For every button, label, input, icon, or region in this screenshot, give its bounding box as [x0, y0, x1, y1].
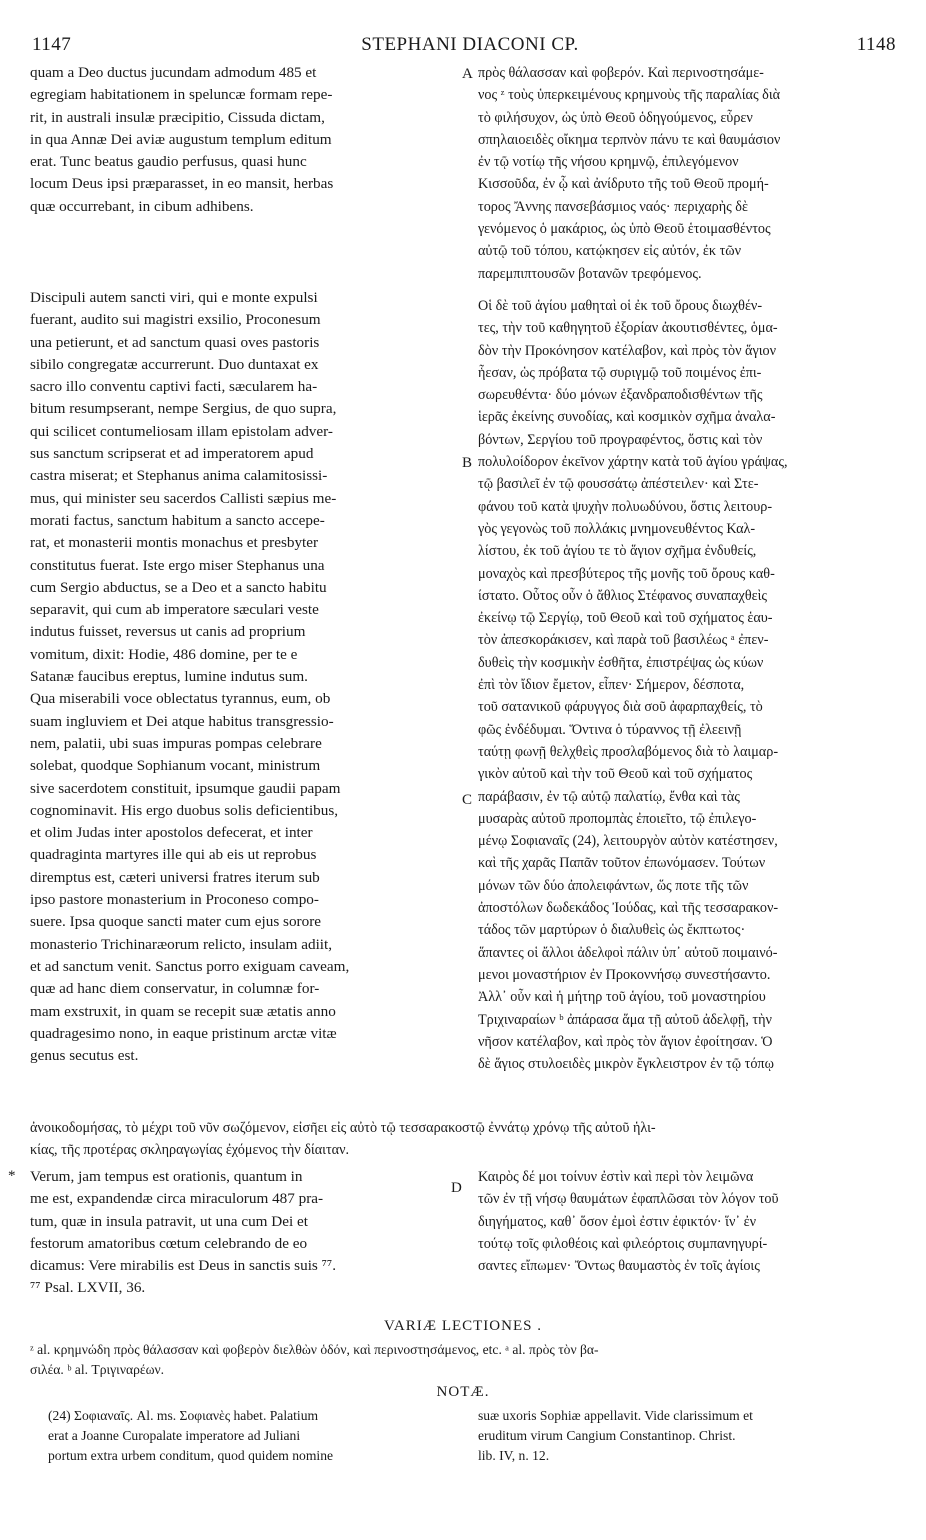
notae-right — [478, 1406, 898, 1466]
section-marker-c: C — [462, 792, 473, 808]
greek-line: μένῳ Σοφιαναῖς (24), λειτουργὸν αὐτὸν κατέστησεν, — [478, 833, 778, 850]
greek-line: τες, τὴν τοῦ καθηγητοῦ ἐξορίαν ἀκουτισθέντες, ὁμα- — [478, 320, 778, 337]
greek-line: γικὸν αὐτοῦ καὶ τὴν τοῦ Θεοῦ καὶ τοῦ σχήματος — [478, 766, 753, 783]
latin-footnote: ⁷⁷ Psal. LXVII, 36. — [30, 1279, 146, 1297]
greek-line: τούτῳ τοῖς φιλοθέοις καὶ φιλεόρτοις συμπανηγυρί- — [478, 1235, 768, 1252]
greek-line: Οἱ δὲ τοῦ ἁγίου μαθηταὶ οἱ ἐκ τοῦ ὄρους διωχθέν- — [478, 298, 763, 314]
greek-line: πρὸς θάλασσαν καὶ φοβερόν. Καὶ περινοστησάμε- — [478, 65, 764, 81]
greek-line: δυθεὶς τὴν κοσμικὴν ἐσθῆτα, ἐπιστρέψας ὡς κύων — [478, 654, 764, 671]
latin-line: rat, et monasterii montis monachus et presbyter — [30, 534, 319, 552]
greek-line: μοναχὸς καὶ πρεσβύτερος τῆς μονῆς τοῦ ὄρους καθ- — [478, 565, 775, 582]
greek-line: μυσαρὰς αὐτοῦ προπομπὰς ἐποιεῖτο, τῷ ἐπιλεγο- — [478, 810, 757, 827]
latin-line: Verum, jam tempus est orationis, quantum in — [30, 1168, 303, 1185]
greek-fullwidth — [30, 1117, 896, 1162]
greek-line: σπηλαιοειδὲς οἴκημα τερπνὸν πάνυ τε καὶ θαυμάσιον — [478, 131, 781, 148]
latin-line: constitutus fuerat. Iste ergo miser Stephanus una — [30, 556, 325, 574]
latin-line: festorum amatoribus cœtum celebrando de eo — [30, 1234, 308, 1252]
running-title: STEPHANI DIACONI CP. — [361, 34, 579, 55]
greek-line: δὲ ἅγιος στυλοειδὲς μικρὸν ἔγκλειστρον ἐν τῷ τόπῳ — [478, 1056, 774, 1073]
latin-line: tum, quæ in insula patravit, ut una cum Dei et — [30, 1212, 308, 1230]
greek-line: σαντες εἴπωμεν· Ὄντως θαυμαστὸς ἐν τοῖς ἁγίοις — [478, 1258, 760, 1275]
greek-line: νῆσον κατέλαβον, καὶ πρὸς τὸν ἅγιον ἐφοίτησαν. Ὁ — [478, 1033, 773, 1050]
latin-line: sacro illo conventu captivi facti, sæcularem ha- — [30, 378, 318, 396]
latin-line: me est, expandendæ circa miraculorum 487 pra- — [30, 1190, 324, 1208]
greek-line: τορος Ἄννης πανσεβάσμιος ναός· περιχαρὴς δὲ — [478, 198, 748, 215]
greek-line: τῶν ἐν τῇ νήσῳ θαυμάτων ἐφαπλῶσαι τὸν λόγον τοῦ — [478, 1191, 779, 1208]
latin-line: qui scilicet contumeliosam illam epistolam adver- — [30, 422, 333, 440]
variae-title: VARIÆ LECTIONES . — [384, 1318, 542, 1334]
greek-line: τὸν ἀπεσκοράκισεν, καὶ παρὰ τοῦ βασιλέως ᵃ ἐπεν- — [478, 632, 769, 649]
greek-line: τοῦ σατανικοῦ φάρυγγος διὰ σοῦ ἀφαρπαχθείς, τὸ — [478, 699, 763, 716]
latin-line: cognominavit. His ergo duobus solis deficientibus, — [30, 801, 339, 819]
greek-block-3 — [478, 1166, 898, 1277]
notae-title: NOTÆ. — [436, 1384, 490, 1400]
greek-line: νος ᶻ τοὺς ὑπερκειμένους κρημνοὺς τῆς παραλίας διὰ — [478, 87, 781, 104]
notae-left — [48, 1406, 464, 1466]
right-page-number: 1148 — [856, 34, 896, 55]
greek-line: ἐν τῷ νοτίῳ τῆς νήσου κρημνῷ, ἐπιλεγόμενον — [478, 154, 739, 171]
latin-line: quæ ad hanc diem conservatur, in columnæ for- — [30, 980, 320, 998]
section-marker-b: B — [462, 455, 473, 471]
latin-line: in qua Annæ Dei aviæ augustum templum editum — [30, 130, 332, 148]
latin-line: cum Sergio abductus, se a Deo et a sancto habitu — [30, 578, 327, 596]
greek-line: κίας, τῆς προτέρας σκληραγωγίας ἐχόμενος τὴν δίαιταν. — [30, 1142, 350, 1159]
latin-line: castra miserat; et Stephanus anima calamitosissi- — [30, 467, 328, 485]
greek-line: ἀποστόλων δωδεκάδος Ἰούδας, καὶ τῆς τεσσαρακον- — [478, 900, 779, 917]
greek-block-2 — [478, 295, 898, 1075]
latin-line: morati factus, sanctum habitum a sancto accepe- — [30, 511, 325, 529]
greek-line: διηγήματος, καθ᾽ ὅσον ἐμοὶ ἐστιν ἐφικτόν· ἵν᾽ ἐν — [478, 1213, 757, 1230]
greek-line: Ἀλλ᾽ οὖν καὶ ἡ μήτηρ τοῦ ἁγίου, τοῦ μοναστηρίου — [478, 989, 766, 1006]
variae-line: σιλέα. ᵇ al. Τριγιναρέων. — [30, 1362, 165, 1377]
greek-line: τάδος τῶν μαρτύρων ὁ διαλυθεὶς ὡς ἔκπτωτος· — [478, 922, 746, 939]
latin-line: mam exstruxit, in quam se recepit suæ ætatis anno — [30, 1002, 336, 1020]
notae-line: portum extra urbem conditum, quod quidem nomine — [48, 1448, 334, 1463]
greek-line: Καιρὸς δέ μοι τοίνυν ἐστὶν καὶ περὶ τὸν λειμῶνα — [478, 1169, 754, 1185]
greek-line: Κισσοῦδα, ἐν ᾧ καὶ ἀνίδρυτο τῆς τοῦ Θεοῦ προμή- — [478, 176, 769, 193]
latin-block-3 — [30, 1166, 458, 1300]
greek-line: ταύτῃ φωνῇ θελχθεὶς προσλαβόμενος διὰ τὸ λαιμαρ- — [478, 743, 779, 760]
greek-line: μόνων τῶν δύο ἀπολειφάντων, ὥς ποτε τῆς τῶν — [478, 877, 749, 894]
latin-line: ipso pastore monasterium in Proconeso compo- — [30, 891, 319, 909]
latin-line: sive sacerdotem constituit, ipsumque gaudii papam — [30, 779, 341, 797]
notae-line: lib. IV, n. 12. — [478, 1448, 550, 1463]
greek-line: παρεμπιπτουσῶν βοτανῶν τρεφόμενος. — [478, 265, 702, 282]
latin-line: quæ occurrebant, in cibum adhibens. — [30, 197, 254, 215]
greek-line: ἐκείνῳ τῷ Σεργίῳ, τοῦ Θεοῦ καὶ τοῦ σχήματος ἑαυ- — [478, 610, 773, 627]
latin-block-1 — [30, 62, 458, 218]
latin-line: bitum resumpserant, nempe Sergius, de quo supra, — [30, 400, 337, 418]
latin-line: egregiam habitationem in speluncæ formam repe- — [30, 86, 333, 104]
latin-line: mus, qui minister seu sacerdos Callisti sæpius me- — [30, 489, 337, 507]
latin-line: Satanæ faucibus ereptus, lumine indutus sum. — [30, 668, 308, 686]
greek-line: ἐπὶ τὸν ἴδιον ἔμετον, εἶπεν· Σήμερον, δέσποτα, — [478, 677, 745, 694]
latin-line: genus secutus est. — [30, 1047, 139, 1065]
section-marker-a: A — [462, 66, 473, 82]
greek-line: ἀνοικοδομήσας, τὸ μέχρι τοῦ νῦν σωζόμενον, εἰσῆει εἰς αὐτὸ τῷ τεσσαρακοστῷ ἐννάτῳ χρόνῳ τῆς αὐτοῦ ἡλι- — [30, 1120, 656, 1136]
greek-line: φάνου τοῦ κατὰ ψυχὴν πολυωδύνου, ὅστις λειτουρ- — [478, 498, 773, 515]
notae-line: (24) Σοφιαναῖς. Al. ms. Σοφιανὲς habet. Palatium — [48, 1408, 319, 1423]
latin-line: rit, in australi insulæ præcipitio, Cissuda dictam, — [30, 108, 325, 126]
greek-line: γενόμενος ὁ μακάριος, ὡς ὑπὸ Θεοῦ ἑτοιμασθέντος — [478, 221, 771, 238]
latin-line: fuerant, audito sui magistri exsilio, Proconesum — [30, 311, 321, 329]
latin-line: erat. Tunc beatus gaudio perfusus, quasi hunc — [30, 153, 307, 171]
greek-line: τῷ βασιλεῖ ἐν τῷ φουσσάτῳ ἀπέστειλεν· καὶ Στε- — [478, 476, 759, 493]
latin-line: quam a Deo ductus jucundam admodum 485 et — [30, 64, 317, 81]
latin-line: solebat, quodque Sophianum vocant, ministrum — [30, 757, 321, 775]
greek-line: ἱερᾶς ἐκείνης συνοδίας, καὶ κοσμικὸν σχῆμα ἀναλα- — [478, 409, 776, 426]
latin-line: separavit, qui cum ab imperatore sæculari veste — [30, 601, 319, 619]
greek-line: αὐτῷ τοῦ τόπου, κατῴκησεν εἰς αὐτόν, ἐκ τῶν — [478, 243, 742, 260]
greek-line: φῶς ἐνδέδυμαι. Ὅντινα ὁ τύραννος τῇ ἐλεεινῇ — [478, 721, 742, 738]
greek-line: ἅπαντες οἱ ἄλλοι ἀδελφοὶ πάλιν ὑπ᾽ αὐτοῦ ποιμαινό- — [478, 944, 778, 961]
greek-line: σωρευθέντα· δύο μόνων ἐξανδραποδισθέντων τῆς — [478, 387, 763, 404]
greek-line: μενοι μοναστήριον ἐν Προκοννήσῳ συνεστήσαντο. — [478, 966, 771, 983]
greek-line: Τριχιναραίων ᵇ ἀπάρασα ἅμα τῇ αὐτοῦ ἀδελφῇ, τὴν — [478, 1011, 772, 1028]
margin-asterisk: * — [8, 1168, 16, 1184]
latin-line: una petierunt, et ad sanctum quasi oves pastoris — [30, 333, 320, 351]
greek-line: ίστατο. Οὗτος οὖν ὁ ἄθλιος Στέφανος συναπαχθεὶς — [478, 587, 768, 604]
greek-line: παράβασιν, ἐν τῷ αὐτῷ παλατίῳ, ἔνθα καὶ τὰς — [478, 788, 740, 805]
latin-line: suere. Ipsa quoque sancti mater cum ejus sorore — [30, 913, 321, 931]
latin-line: dicamus: Vere mirabilis est Deus in sanctis suis ⁷⁷. — [30, 1257, 337, 1275]
greek-line: γὸς γεγονὼς τοῦ πολλάκις μνημονευθέντος Καλ- — [478, 520, 756, 537]
latin-line: locum Deus ipsi præparasset, in eo mansit, herbas — [30, 175, 334, 193]
latin-line: diremptus est, cæteri universi fratres iterum sub — [30, 868, 320, 886]
latin-line: indutus fuisset, reversus ut canis ad proprium — [30, 623, 306, 641]
latin-line: vomitum, dixit: Hodie, 486 domine, per te e — [30, 645, 298, 663]
latin-line: quadraginta martyres ille qui ab eis ut reprobus — [30, 846, 317, 864]
latin-line: et ad sanctum venit. Sanctus porro exiguam caveam, — [30, 957, 350, 975]
greek-line: βόντων, Σεργίου τοῦ προγραφέντος, ὅστις καὶ τὸν — [478, 431, 763, 448]
latin-line: suam ingluviem et Dei atque habitus transgressio- — [30, 712, 334, 730]
variae-lines — [30, 1340, 896, 1380]
latin-line: Discipuli autem sancti viri, qui e monte expulsi — [30, 289, 318, 306]
latin-line: sibilo congregatæ accurrerunt. Duo duntaxat ex — [30, 355, 319, 373]
notae-line: erat a Joanne Curopalate imperatore ad Juliani — [48, 1428, 301, 1443]
left-page-number: 1147 — [32, 34, 72, 55]
greek-line: πολυλοίδορον ἐκεῖνον χάρτην κατὰ τοῦ ἁγίου γράψας, — [478, 454, 788, 471]
notae-line: suæ uxoris Sophiæ appellavit. Vide clarissimum et — [478, 1408, 753, 1423]
latin-line: monasterio Trichinaræorum relicto, insulam adiit, — [30, 935, 333, 953]
latin-line: sus sanctum scripserat et ad imperatorem apud — [30, 445, 314, 463]
greek-line: λίστου, ἐκ τοῦ ἁγίου τε τὸ ἅγιον σχῆμα ἐνδυθείς, — [478, 543, 757, 560]
greek-line: δὸν τὴν Προκόνησον κατέλαβον, καὶ πρὸς τὸν ἅγιον — [478, 342, 777, 359]
greek-line: καὶ τῆς χαρᾶς Παπᾶν τοῦτον ἐπωνόμασεν. Τούτων — [478, 855, 766, 872]
section-marker-d: D — [451, 1180, 462, 1196]
latin-line: nem, palatii, ubi suas impuras pompas celebrare — [30, 734, 322, 752]
notae-line: eruditum virum Cangium Constantinop. Christ. — [478, 1428, 736, 1443]
greek-line: ἧεσαν, ὡς πρόβατα τῷ συριγμῷ τοῦ ποιμένος ἐπι- — [478, 364, 762, 381]
greek-block-1 — [478, 62, 898, 285]
latin-line: Qua miserabili voce oblectatus tyrannus, eum, ob — [30, 690, 331, 708]
greek-line: τὸ φιλήσυχον, ὡς ὑπὸ Θεοῦ ὁδηγούμενος, εὗρεν — [478, 109, 753, 126]
latin-line: et olim Judas inter apostolos defecerat, et inter — [30, 824, 313, 842]
variae-line: ᶻ al. κρημνώδη πρὸς θάλασσαν καὶ φοβερὸν διελθὼν ὁδόν, καὶ περινοστησάμενος, etc. ᵃ al. πρὸς τὸν βα- — [30, 1342, 599, 1357]
latin-block-2 — [30, 287, 458, 1067]
latin-line: quadragesimo nono, in eaque pristinum arctæ vitæ — [30, 1024, 337, 1042]
